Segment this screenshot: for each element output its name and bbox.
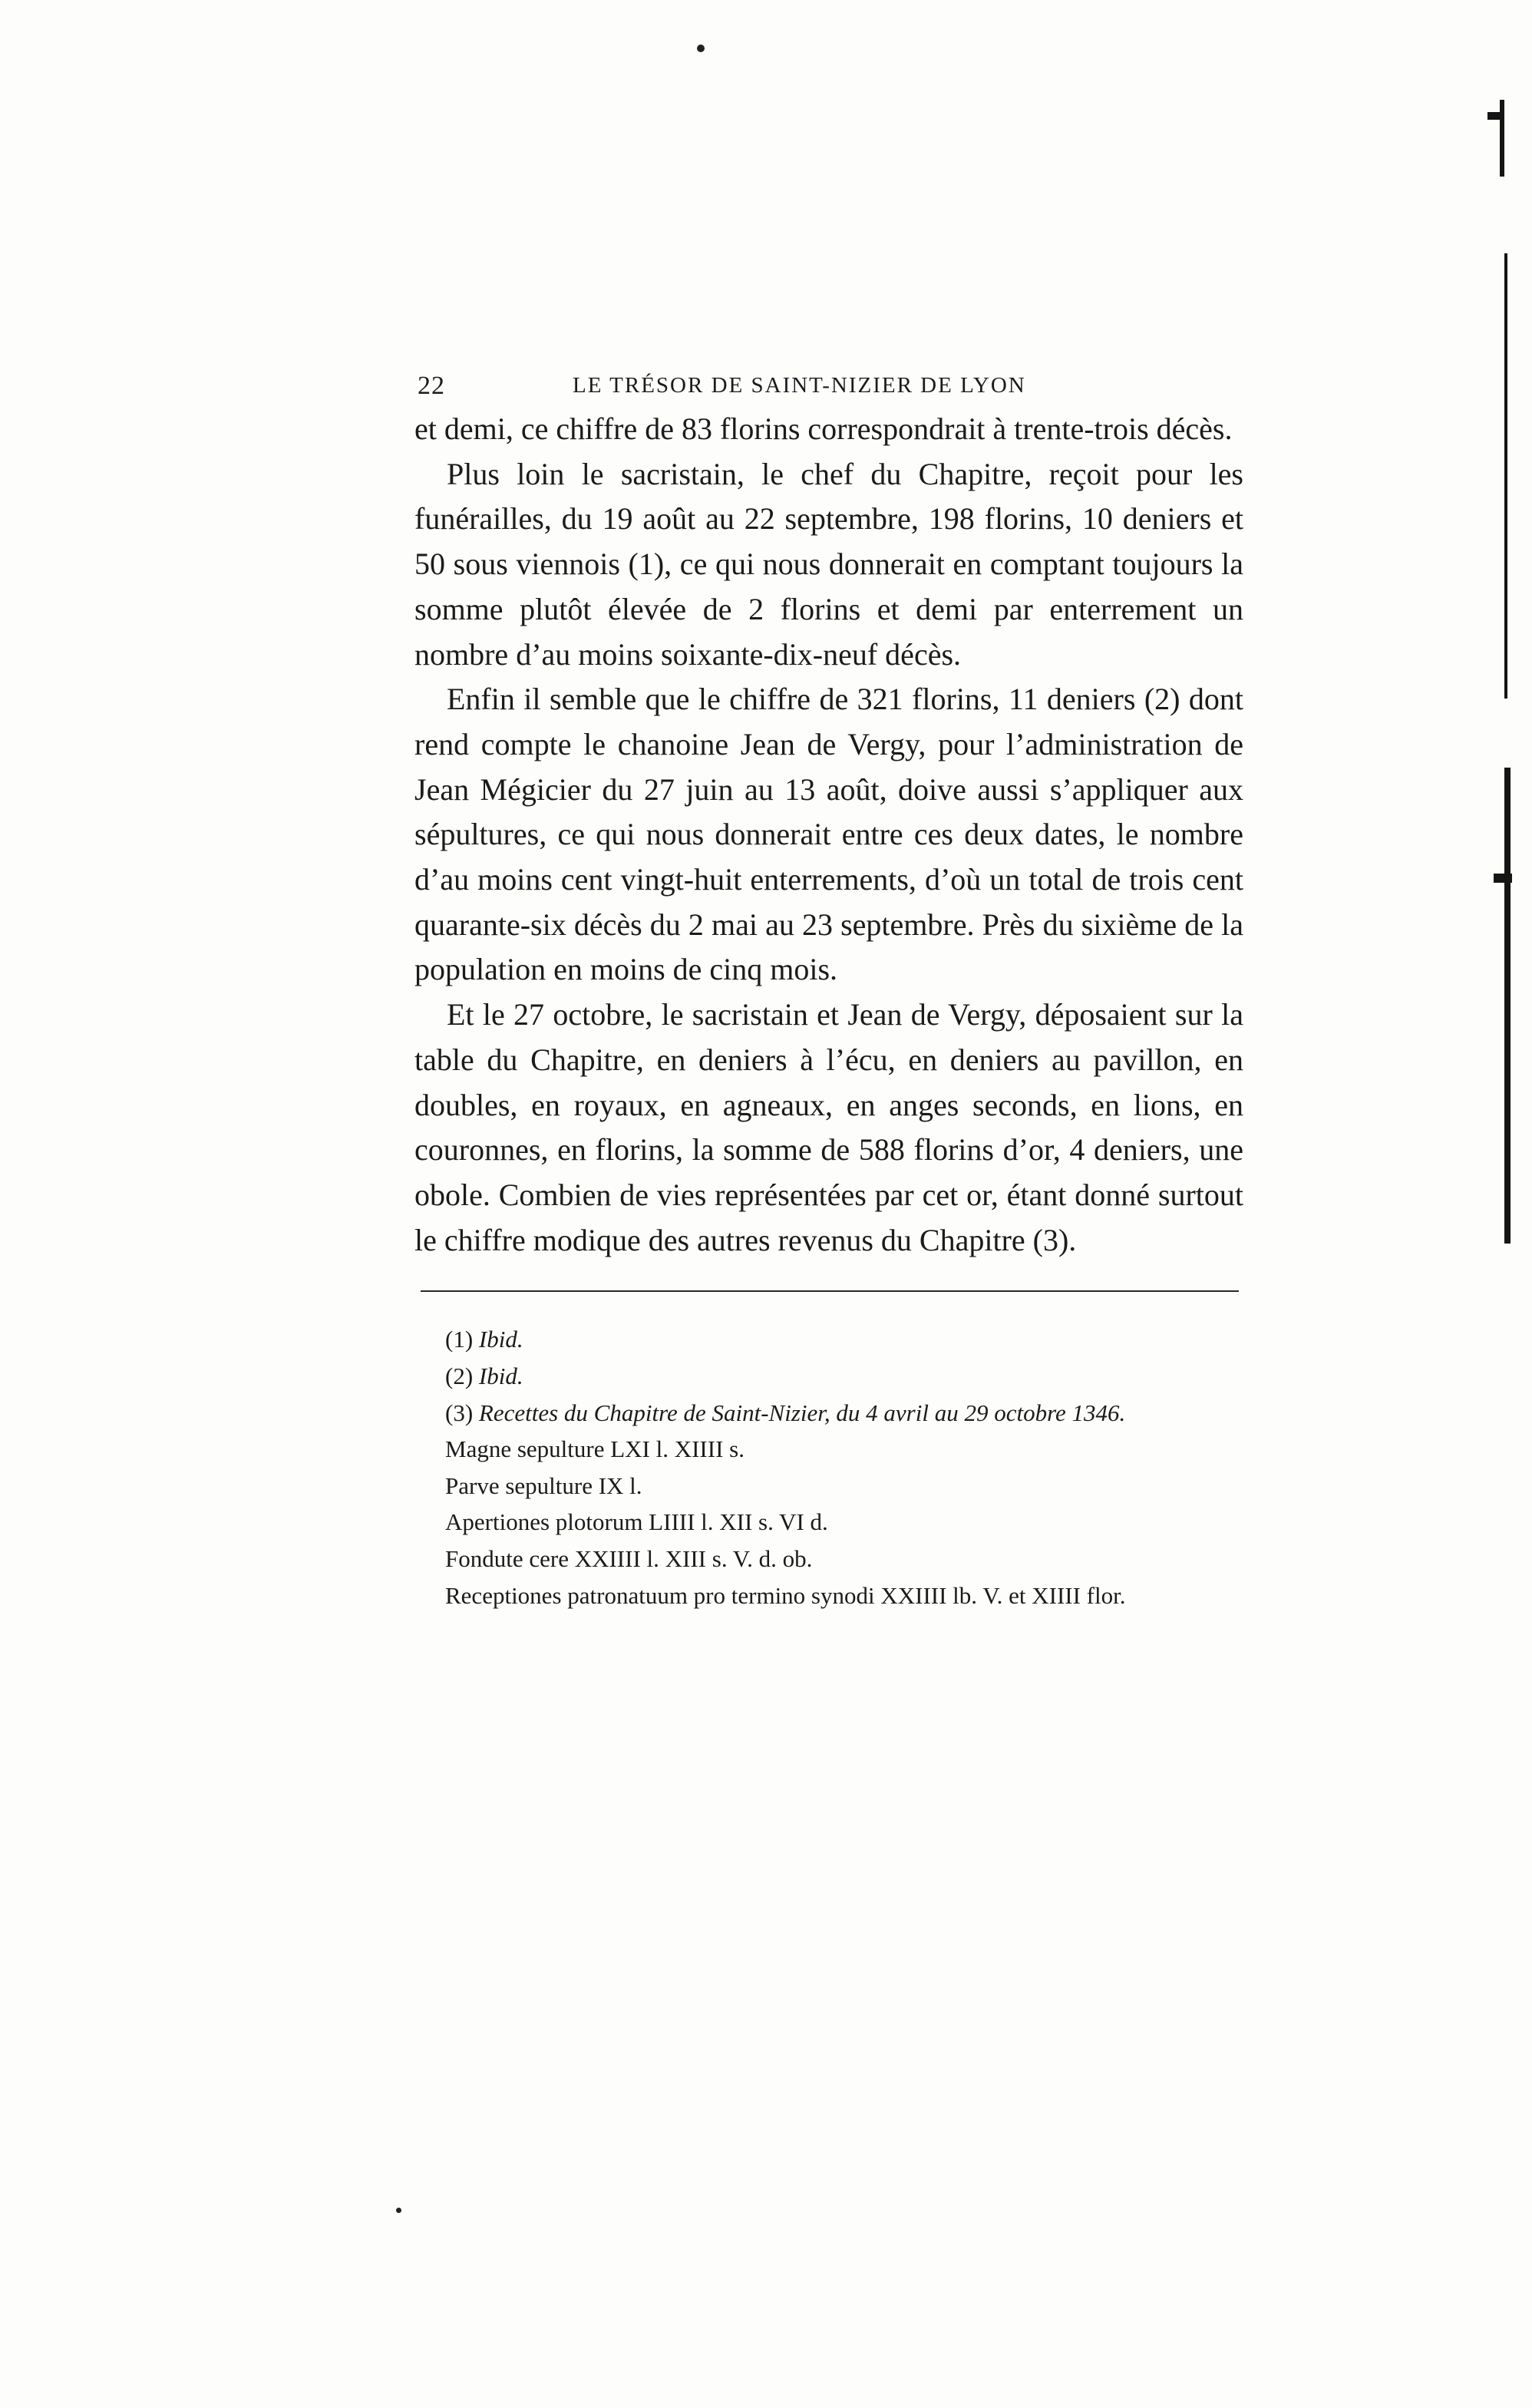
footnote-entry-fondute: Fondute cere XXIIII l. XIII s. V. d. ob. [445,1544,813,1572]
body-text [414,407,1243,1263]
paragraph-2: Plus loin le sacristain, le chef du Chapitre, reçoit pour les funérailles, du 19 août au 22 septembre, 198 florins, 10 deniers et 50 sous viennois (1), ce qui nous donnerait en comptant toujours la somme plutôt élevée de 2 florins et demi par enterrement un nombre d’au moins soixante-dix-neuf décès. [414,456,1243,672]
running-title: LE TRÉSOR DE SAINT-NIZIER DE LYON [573,373,1026,398]
book-page [414,361,1243,1614]
footnote-3-ref: Recettes du Chapitre de Saint-Nizier, du 4 avril au 29 octobre 1346. [478,1399,1126,1426]
paragraph-1: et demi, ce chiffre de 83 florins correspondrait à trente-trois décès. [414,411,1233,446]
footnote-2-marker: (2) [445,1362,474,1389]
scan-edge-marks [1486,0,1532,2408]
footnote-1 [414,1321,1243,1358]
paragraph-4: Et le 27 octobre, le sacristain et Jean de Vergy, déposaient sur la table du Chapitre, en deniers à l’écu, en deniers au pavillon, en doubles, en royaux, en agneaux, en anges seconds, en lions, en couronnes, en florins, la somme de 588 florins d’or, 4 deniers, une obole. Combien de vies représentées par cet or, étant donné surtout le chiffre modique des autres revenus du Chapitre (3). [414,997,1243,1257]
footnote-entry-parve: Parve sepulture IX l. [445,1472,642,1499]
footnote-entry-apertiones: Apertiones plotorum LIIII l. XII s. VI d. [445,1508,828,1536]
footnote-3 [414,1395,1243,1432]
bottom-ink-spot [396,2208,401,2213]
footnote-1-marker: (1) [445,1326,474,1353]
page-number: 22 [418,372,445,400]
paragraph-3: Enfin il semble que le chiffre de 321 florins, 11 deniers (2) dont rend compte le chanoine Jean de Vergy, pour l’administration de Jean Mégicier du 27 juin au 13 août, doive aussi s’appliquer aux sépultures, ce qui nous donnerait entre ces deux dates, le nombre d’au moins cent vingt-huit enterrements, d’où un total de trois cent quarante-six décès du 2 mai au 23 septembre. Près du sixième de la population en moins de cinq mois. [414,682,1243,987]
top-ink-spot [697,45,705,52]
footnote-2-ref: Ibid. [478,1362,523,1389]
footnote-rule [421,1290,1239,1292]
running-header [414,361,1243,407]
footnote-1-ref: Ibid. [478,1326,523,1353]
footnotes [414,1321,1243,1614]
footnote-entry-magne: Magne sepulture LXI l. XIIII s. [445,1435,745,1463]
footnote-2 [414,1358,1243,1395]
footnote-entry-receptiones: Receptiones patronatuum pro termino synodi XXIIII lb. V. et XIIII flor. [445,1581,1126,1609]
footnote-3-marker: (3) [445,1399,474,1426]
